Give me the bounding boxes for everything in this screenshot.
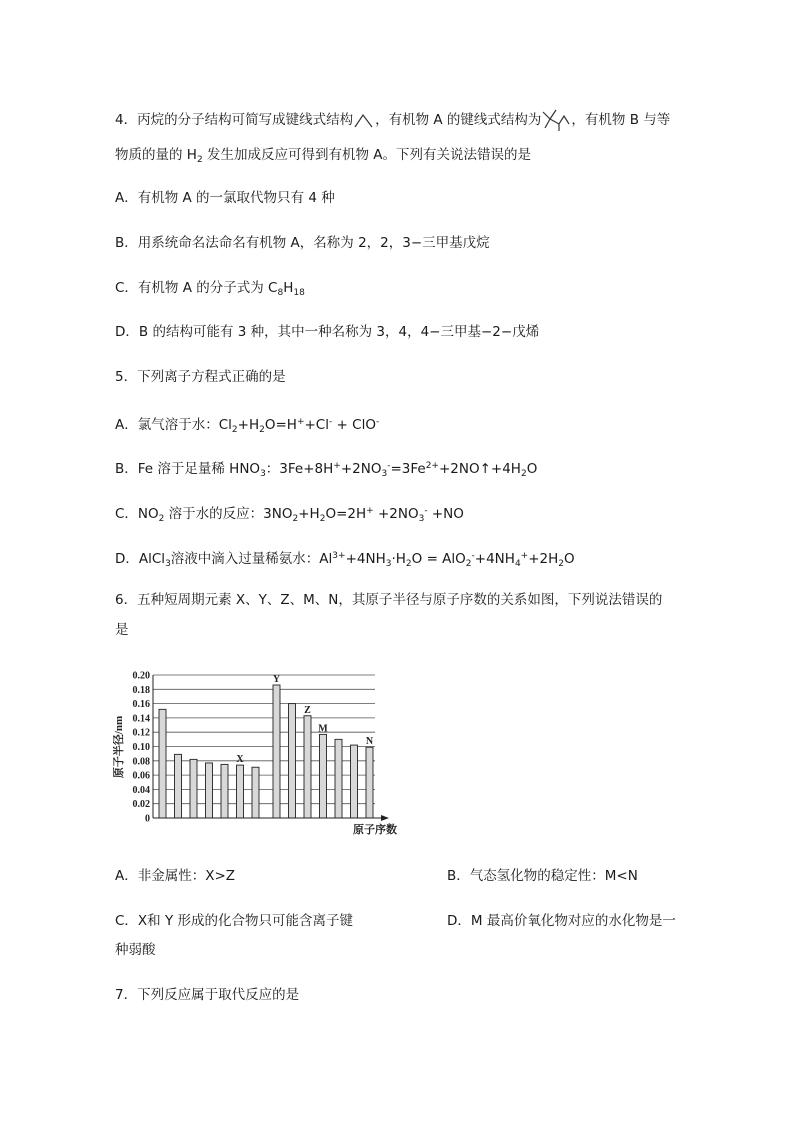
- bar: [252, 767, 259, 818]
- q4-option-d: D．B 的结构可能有 3 种，其中一种名称为 3，4，4−三甲基−2−戊烯: [115, 324, 540, 340]
- y-tick-label: 0.14: [132, 713, 150, 725]
- subscript: 4: [514, 559, 521, 569]
- q7-stem: 7．下列反应属于取代反应的是: [115, 987, 300, 1003]
- y-tick-label: 0: [145, 813, 150, 825]
- q5-option-b: [115, 456, 537, 484]
- y-tick-label: 0.10: [132, 742, 150, 753]
- subscript: 2: [231, 425, 238, 435]
- subscript: 2: [405, 559, 412, 569]
- q4-text: 物质的量的 H: [115, 147, 197, 163]
- bar: [289, 704, 296, 818]
- subscript: 2: [319, 514, 326, 524]
- text: +4NH: [474, 551, 515, 567]
- superscript: -: [387, 461, 391, 471]
- subscript: 3: [418, 514, 425, 524]
- superscript: -: [471, 551, 475, 561]
- q4-text: ，有机物 A 的键线式结构为: [375, 112, 542, 128]
- bar: [335, 739, 342, 818]
- superscript: +: [366, 506, 374, 516]
- y-tick-label: 0.08: [132, 756, 150, 768]
- q6-option-a: A．非金属性：X>Z: [115, 868, 236, 884]
- bar: [190, 759, 197, 818]
- subscript: 2: [158, 514, 165, 524]
- q5-stem: 5．下列离子方程式正确的是: [115, 369, 286, 385]
- subscript: 2: [520, 469, 527, 479]
- text: +Cl: [304, 417, 329, 433]
- text: O=2H: [325, 506, 367, 522]
- bar: [159, 709, 166, 818]
- text: O: [526, 461, 538, 477]
- chart-bars: [159, 685, 373, 818]
- superscript: 2+: [425, 461, 439, 471]
- compound-a-skeletal-formula: [541, 108, 571, 132]
- q6-option-d-line1: D．M 最高价氧化物对应的水化物是一: [447, 913, 676, 929]
- text: 溶于水的反应：3NO: [164, 506, 293, 522]
- text: ：3Fe+8H: [265, 461, 334, 477]
- y-tick-label: 0.20: [132, 670, 150, 682]
- text: D．AlCl: [115, 551, 166, 567]
- subscript: 3: [381, 469, 388, 479]
- text: +NO: [427, 506, 464, 522]
- subscript: 3: [260, 469, 266, 479]
- q5-option-a: [115, 412, 379, 440]
- q4-option-c: [115, 278, 305, 303]
- q4-text: 发生加成反应可得到有机物 A。下列有关说法错误的是: [202, 147, 532, 163]
- propane-skeletal-formula: [353, 110, 375, 130]
- y-tick-label: 0.04: [132, 784, 150, 796]
- element-label-n: N: [365, 736, 374, 748]
- q6-option-d-line2: 种弱酸: [115, 942, 156, 958]
- q4-text: C．有机物 A 的分子式为 C: [115, 280, 278, 296]
- text: +4NH: [345, 551, 386, 567]
- chart-y-ticks: [133, 671, 151, 825]
- text: C．NO: [115, 506, 159, 522]
- bar: [237, 765, 244, 818]
- q4-stem-line2: [115, 145, 531, 170]
- bar: [351, 745, 358, 818]
- y-tick-label: 0.16: [132, 699, 150, 711]
- y-tick-label: 0.12: [132, 727, 150, 739]
- bar: [320, 734, 327, 818]
- q6-stem-line2: 是: [115, 622, 129, 638]
- superscript: +: [333, 461, 341, 471]
- subscript: 2: [292, 514, 299, 524]
- text: +2NO↑+4H: [438, 461, 521, 477]
- q6-option-c: C．X和 Y 形成的化合物只可能含离子键: [115, 913, 354, 929]
- superscript: -: [424, 506, 428, 516]
- element-label-z: Z: [304, 704, 311, 716]
- q6-stem-line1: 6．五种短周期元素 X、Y、Z、M、N，其原子半径与原子序数的关系如图，下列说法错误的: [115, 592, 663, 608]
- y-tick-label: 0.02: [132, 799, 150, 811]
- q4-stem-line1: [115, 108, 670, 132]
- text: 溶液中滴入过量稀氨水：Al: [170, 551, 333, 567]
- text: + ClO: [332, 417, 376, 433]
- text: +2NO: [340, 461, 382, 477]
- text: A．氯气溶于水：Cl: [115, 417, 232, 433]
- x-axis-arrow: [381, 815, 389, 821]
- text: ·H: [391, 551, 406, 567]
- q4-text: 4．丙烷的分子结构可简写成键线式结构: [115, 112, 354, 128]
- subscript: 8: [277, 288, 284, 298]
- element-label-x: X: [236, 754, 244, 766]
- q4-text: H: [283, 280, 294, 296]
- subscript: 2: [196, 155, 203, 165]
- subscript: 18: [293, 288, 305, 298]
- x-axis-label: 原子序数: [353, 824, 397, 836]
- q6-option-b: B．气态氢化物的稳定性：M<N: [447, 868, 638, 884]
- text: =3Fe: [390, 461, 426, 477]
- element-label-m: M: [318, 723, 328, 735]
- subscript: 2: [465, 559, 472, 569]
- text: B．Fe 溶于足量稀 HNO: [115, 461, 261, 477]
- q5-option-c: [115, 501, 464, 529]
- element-label-y: Y: [272, 674, 281, 686]
- superscript: +: [296, 417, 305, 427]
- text: O=H: [264, 417, 297, 433]
- q4-option-b: B．用系统命名法命名有机物 A，名称为 2，2，3−三甲基戊烷: [115, 235, 490, 251]
- q5-option-d: [115, 546, 575, 574]
- q4-text: ，有机物 B 与等: [571, 112, 671, 128]
- subscript: 2: [558, 559, 565, 569]
- subscript: 3: [165, 559, 171, 569]
- text: O: [564, 551, 575, 567]
- text: +H: [298, 506, 320, 522]
- subscript: 2: [259, 425, 265, 435]
- text: +H: [237, 417, 260, 433]
- bar: [175, 754, 182, 818]
- superscript: +: [520, 551, 529, 561]
- text: +2NO: [373, 506, 419, 522]
- text: O = AlO: [411, 551, 466, 567]
- bar: [273, 685, 280, 818]
- superscript: -: [329, 417, 333, 427]
- bar: [304, 716, 311, 818]
- superscript: 3+: [332, 551, 346, 561]
- text: +2H: [528, 551, 559, 567]
- bar: [221, 764, 228, 818]
- bar: [206, 763, 213, 818]
- bar: [366, 747, 373, 818]
- y-axis-label: 原子半径/nm: [113, 715, 125, 779]
- superscript: -: [375, 417, 380, 427]
- y-tick-label: 0.18: [132, 684, 150, 696]
- subscript: 3: [385, 559, 392, 569]
- atomic-radius-chart: [113, 665, 413, 840]
- y-tick-label: 0.06: [132, 770, 150, 782]
- q4-option-a: A．有机物 A 的一氯取代物只有 4 种: [115, 190, 335, 206]
